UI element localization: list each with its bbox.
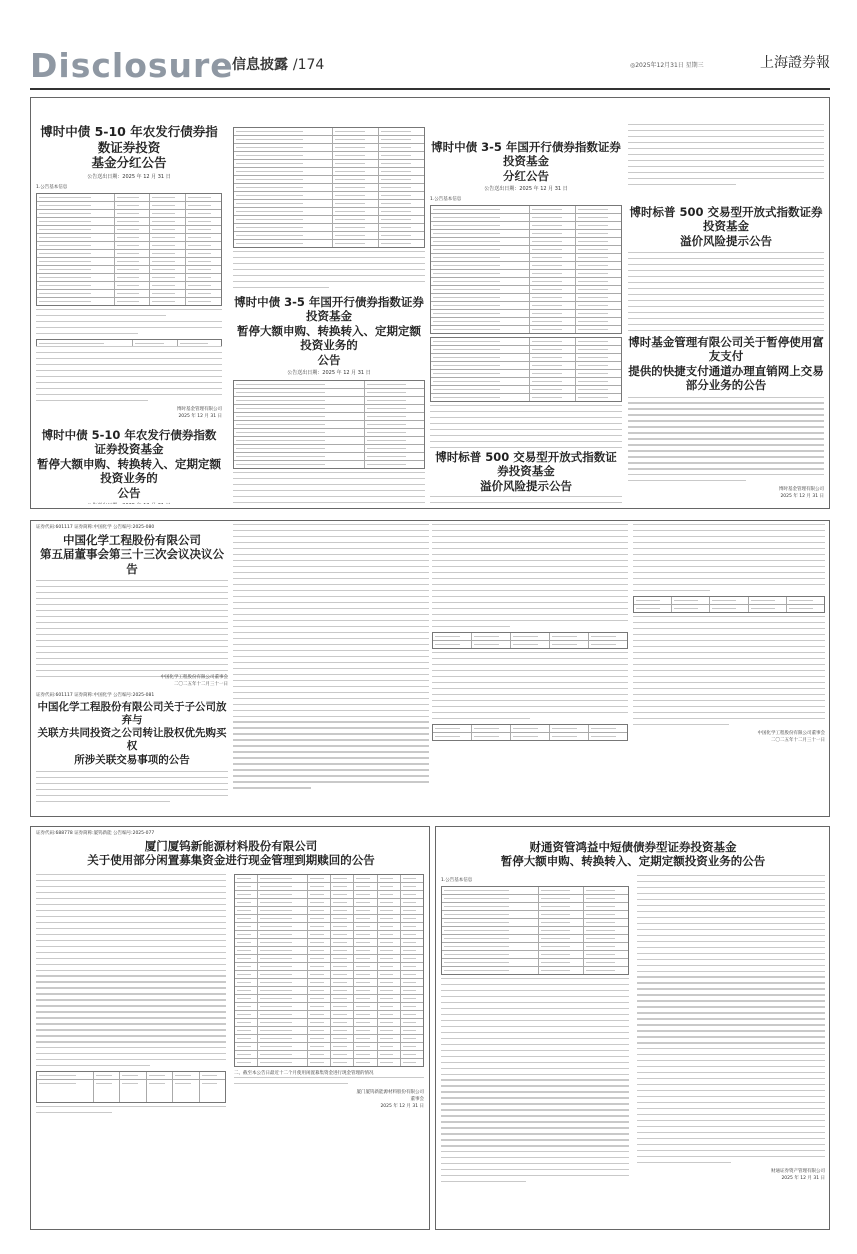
title-line: 公告 (317, 352, 341, 367)
page-number: /174 (292, 57, 325, 73)
newspaper-name: 上海證券報 (760, 55, 830, 71)
stock-codes: 证券代码:601117 证券简称:中国化学 公告编号:2025-080 (36, 525, 155, 530)
issue-date: ◎2025年12月31日 星期三 (630, 62, 704, 69)
stock-codes: 证券代码:688778 证券简称:厦钨新能 公告编号:2025-077 (36, 831, 155, 836)
data-table (233, 380, 425, 469)
title-line: 博时标普 500 交易型开放式指数证券投资基金 (629, 205, 823, 234)
signature: 厦门厦钨新能源材料股份有限公司 董事会 2025 年 12 月 31 日 (356, 1089, 424, 1109)
title-line: 博时中债 3-5 年国开行债券指数证券投资基金 (234, 295, 424, 324)
body-column-right (234, 874, 424, 1118)
title-line: 关联方共同投资之公司转让股权优先购买权 (37, 727, 227, 753)
data-table (441, 886, 629, 975)
body-column-left (441, 875, 629, 1187)
section-heading: 1.公告基本信息 (36, 184, 68, 190)
data-table (36, 339, 222, 346)
brand-wordmark: Disclosure (30, 46, 234, 85)
article-title (36, 428, 222, 500)
title-line: 第五届董事会第三十三次会议决议公告 (40, 547, 224, 576)
article-title (430, 140, 622, 183)
article-boshi-fuyou-payment (628, 335, 824, 507)
section-label: 信息披露 (232, 57, 288, 73)
title-line: 部分业务的公告 (685, 378, 767, 393)
publish-date: 公告送出日期：2025 年 12 月 31 日 (287, 369, 371, 376)
title-line: 基金分红公告 (91, 155, 167, 171)
title-line: 暂停大额申购、转换转入、定期定额投资业务的公告 (500, 854, 766, 869)
signature: 中国化学工程股份有限公司董事会 二〇二五年十二月三十一日 (757, 730, 825, 743)
title-line: 分红公告 (503, 168, 549, 183)
data-table (234, 874, 424, 1067)
title-line: 关于使用部分闲置募集资金进行现金管理到期赎回的公告 (87, 853, 375, 868)
article-title (628, 205, 824, 248)
article-boshi-5-10-dividend-body (36, 346, 222, 418)
article-caitong-suspend (441, 840, 825, 1226)
article-boshi-3-5-dividend-continued (233, 124, 425, 294)
body-text (233, 472, 425, 505)
data-table (432, 724, 628, 741)
section-heading: 1.公告基本信息 (441, 877, 473, 883)
title-line: 所涉关联交易事项的公告 (74, 753, 190, 766)
section-heading: 1.公告基本信息 (430, 197, 462, 203)
title-line: 公告 (117, 485, 141, 500)
article-boshi-5-10-suspend (36, 428, 222, 504)
article-cncec-related-transaction-body-3 (633, 524, 825, 812)
article-column4-continued (628, 124, 824, 200)
article-title (441, 840, 825, 869)
article-cncec-related-transaction-body-2 (432, 524, 628, 812)
article-title (628, 335, 824, 393)
stock-codes: 证券代码:601117 证券简称:中国化学 公告编号:2025-081 (36, 693, 155, 698)
title-line: 溢价风险提示公告 (480, 478, 572, 493)
article-boshi-3-5-dividend (430, 124, 622, 450)
article-boshi-5-10-dividend (36, 124, 222, 346)
section-title (232, 54, 324, 74)
table-title: 二、截至本公告日最近十二个月使用闲置募集资金进行现金管理的情况 (234, 1070, 374, 1076)
publish-date: 公告送出日期：2025 年 12 月 31 日 (484, 186, 568, 193)
article-cncec-related-transaction (36, 692, 228, 812)
body-text (430, 405, 622, 450)
data-table (432, 632, 628, 649)
article-title (36, 839, 426, 868)
data-table (430, 337, 622, 402)
article-boshi-3-5-suspend (233, 295, 425, 505)
body-text (233, 251, 425, 288)
body-text (430, 496, 622, 506)
signature: 中国化学工程股份有限公司董事会 二〇二五年十二月三十一日 (160, 675, 228, 687)
title-line: 暂停大额申购、转换转入、定期定额投资业务的 (37, 456, 221, 486)
title-line: 博时中债 5-10 年农发行债券指数证券投资基金 (41, 428, 217, 457)
signature-block (36, 672, 228, 690)
title-line: 暂停大额申购、转换转入、定期定额投资业务的 (237, 323, 421, 353)
article-title (36, 701, 228, 767)
title-line: 厦门厦钨新能源材料股份有限公司 (144, 839, 318, 853)
body-text (36, 309, 222, 334)
body-text (36, 580, 228, 680)
data-table (633, 596, 825, 613)
title-line: 溢价风险提示公告 (680, 233, 772, 248)
body-column-left (36, 874, 226, 1118)
body-column-right (637, 875, 825, 1187)
data-table (36, 193, 222, 306)
data-table (36, 1071, 226, 1103)
masthead (30, 46, 830, 86)
publish-date (36, 502, 222, 504)
signature: 财通证券资产管理有限公司 2025 年 12 月 31 日 (771, 1168, 825, 1181)
title-line: 博时中债 5-10 年农发行债券指数证券投资 (40, 124, 218, 155)
article-title (36, 124, 222, 171)
publish-date: 公告送出日期：2025 年 12 月 31 日 (87, 173, 171, 180)
article-cncec-related-transaction-body (233, 524, 429, 812)
article-cncec-board-resolution (36, 524, 228, 680)
signature: 博时基金管理有限公司 2025 年 12 月 31 日 (779, 487, 824, 500)
article-title (430, 450, 622, 493)
title-line: 中国化学工程股份有限公司 (63, 533, 201, 547)
article-boshi-sp500-premium-risk (430, 450, 622, 506)
body-text (36, 771, 228, 802)
data-table (233, 127, 425, 248)
masthead-rule (30, 88, 830, 90)
title-line: 博时中债 3-5 年国开行债券指数证券投资基金 (431, 140, 621, 169)
title-line: 财通资管鸿益中短债债券型证券投资基金 (529, 840, 737, 854)
article-boshi-sp500-premium-risk-2 (628, 205, 824, 335)
data-table (430, 205, 622, 334)
article-title (233, 295, 425, 367)
article-title (36, 533, 228, 576)
signature: 博时基金管理有限公司 2025 年 12 月 31 日 (177, 406, 222, 418)
body-text (628, 397, 824, 482)
body-text (628, 252, 824, 335)
title-line: 中国化学工程股份有限公司关于子公司放弃与 (37, 701, 227, 727)
article-xtc-cash-management (36, 830, 426, 1228)
title-line: 博时标普 500 交易型开放式指数证券投资基金 (435, 450, 617, 479)
title-line: 博时基金管理有限公司关于暂停使用富友支付 (628, 335, 824, 364)
title-line: 提供的快捷支付通道办理直销网上交易 (628, 363, 824, 378)
